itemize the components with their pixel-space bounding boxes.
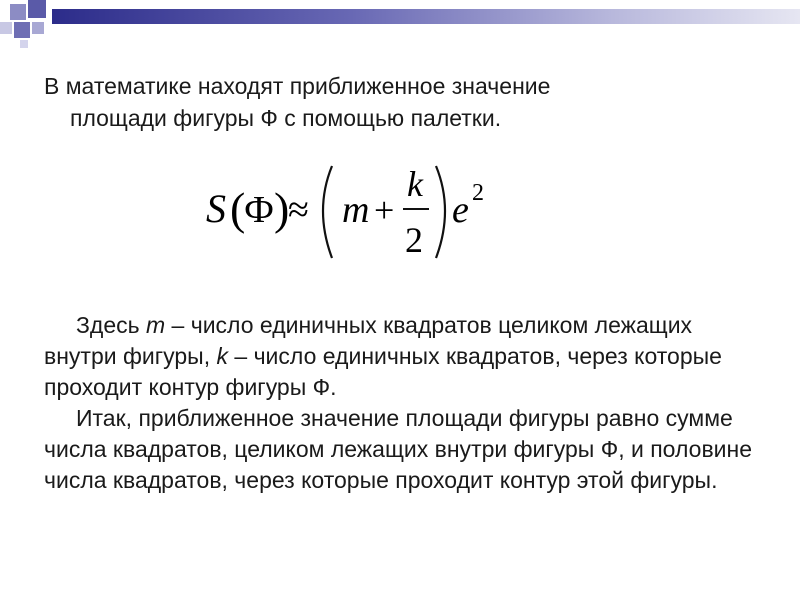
deco-square [10, 4, 26, 20]
para1-text-a: Здесь [76, 312, 146, 338]
deco-square [0, 22, 12, 34]
deco-square [20, 40, 28, 48]
intro-text [44, 70, 764, 134]
para1-var-m: m [145, 312, 166, 338]
area-formula [200, 160, 500, 265]
intro-line-1: В математике находят приближенное значение [44, 73, 551, 99]
para1-var-k: k [216, 343, 228, 369]
formula-m: m [342, 189, 370, 231]
formula-two: 2 [405, 220, 423, 260]
formula-phi: Ф [244, 189, 275, 231]
formula-exponent: 2 [472, 180, 484, 206]
para1-text-c: – число единичных квадратов, через которые проходит контур фигуры Ф. [44, 343, 722, 400]
decorative-squares [0, 0, 70, 50]
formula-rparen: ) [274, 183, 290, 234]
paragraph-definitions [44, 310, 764, 403]
header-gradient-bar [52, 9, 800, 24]
formula-plus: + [374, 190, 395, 230]
paragraph-conclusion [44, 403, 764, 496]
deco-square [32, 22, 44, 34]
para1-text-b: – число единичных квадратов целиком лежащих внутри фигуры, [44, 312, 693, 369]
para2-text: Итак, приближенное значение площади фигуры равно сумме числа квадратов, целиком лежащих внутри фигуры Ф, и половине числа квадратов, через которые проходит контур этой фигуры. [44, 405, 753, 493]
formula-svg [200, 160, 500, 265]
deco-square [28, 0, 46, 18]
formula-approx: ≈ [288, 189, 309, 231]
intro-line-2: площади фигуры Ф с помощью палетки. [70, 105, 502, 131]
formula-big-rparen [436, 166, 445, 258]
formula-e: e [452, 189, 469, 231]
formula-big-lparen [323, 166, 332, 258]
deco-square [14, 22, 30, 38]
formula-lparen: ( [230, 183, 246, 234]
formula-k: k [407, 164, 423, 204]
formula-S: S [206, 186, 226, 231]
